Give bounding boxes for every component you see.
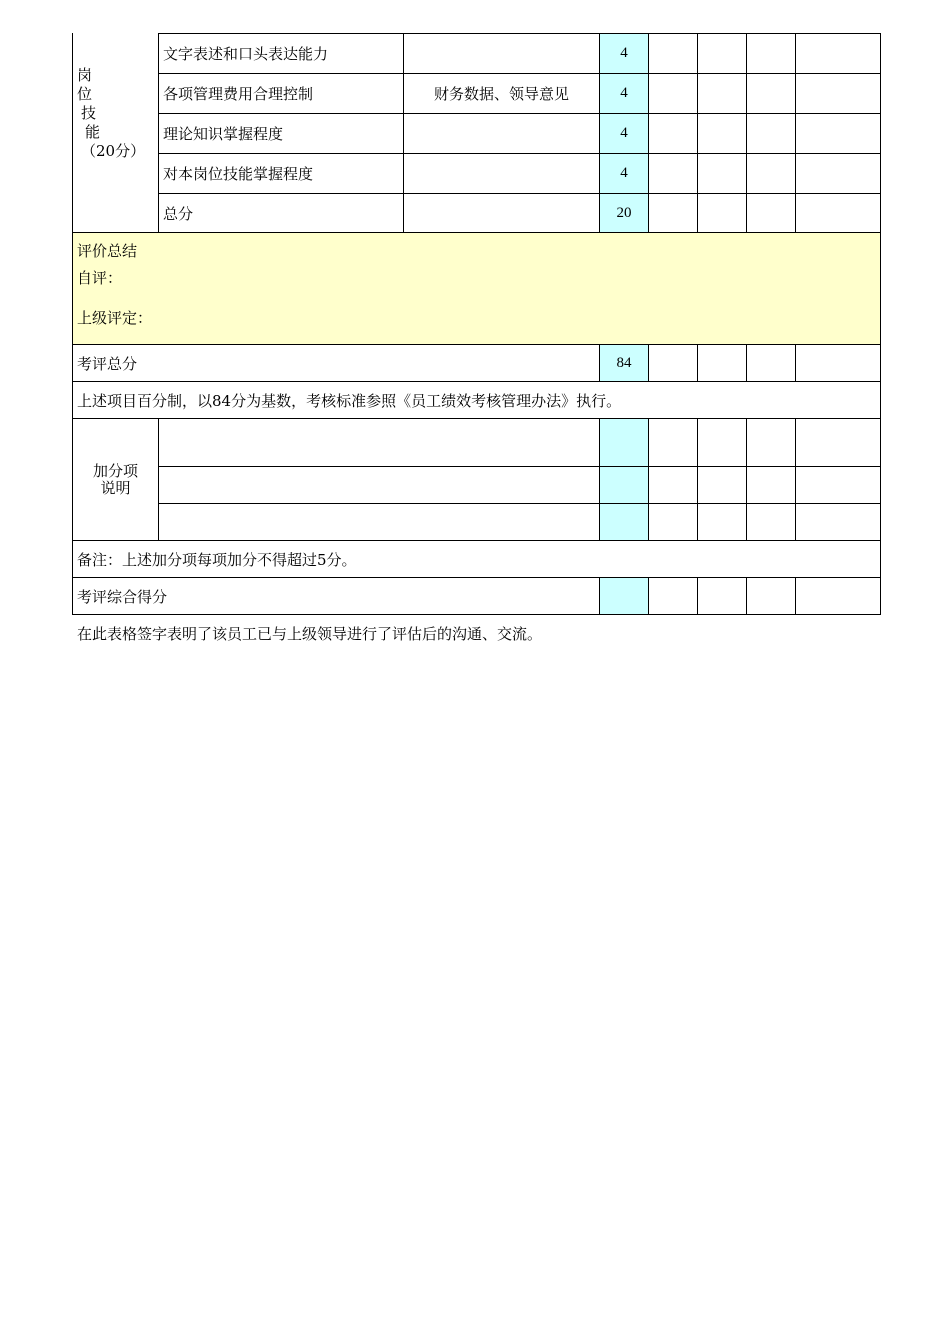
- skill-item-label: 理论知识掌握程度: [163, 125, 284, 143]
- bonus-item-score[interactable]: [600, 419, 648, 466]
- grid-line: [795, 33, 796, 233]
- skill-item-score[interactable]: 4: [620, 165, 628, 181]
- grid-line: [795, 418, 796, 540]
- final-score-label: 考评综合得分: [77, 587, 168, 606]
- bonus-item-score[interactable]: [600, 467, 648, 503]
- skills-section-label: [73, 66, 158, 161]
- grid-line: [746, 418, 747, 540]
- bonus-limit-note: 备注：上述加分项每项加分不得超过5分。: [77, 550, 357, 569]
- bonus-item-score[interactable]: [600, 504, 648, 540]
- grid-line: [746, 33, 747, 233]
- skill-item-score[interactable]: 4: [620, 85, 628, 101]
- skill-item-score[interactable]: 4: [620, 125, 628, 141]
- superior-evaluation-label[interactable]: 上级评定：: [77, 309, 153, 327]
- grid-line: [648, 33, 649, 233]
- grid-line: [648, 418, 649, 540]
- skills-label-char: 能: [85, 123, 101, 141]
- bonus-item-description[interactable]: [159, 504, 599, 540]
- grid-line: [795, 577, 796, 614]
- final-score-value[interactable]: [600, 578, 648, 614]
- grid-line: [795, 344, 796, 381]
- skills-total-label: 总分: [163, 204, 194, 223]
- total-score-value[interactable]: 84: [616, 354, 632, 371]
- bonus-item-description[interactable]: [159, 467, 599, 503]
- grid-line: [697, 418, 698, 540]
- skills-label-char: 位: [77, 85, 93, 103]
- summary-title: 评价总结: [77, 242, 138, 260]
- grid-line: [648, 344, 649, 381]
- evaluation-summary: [73, 233, 880, 344]
- grid-line: [648, 577, 649, 614]
- skill-item-score[interactable]: 4: [620, 45, 628, 61]
- skill-item-source: 财务数据、领导意见: [433, 85, 569, 103]
- signature-note: 在此表格签字表明了该员工已与上级领导进行了评估后的沟通、交流。: [77, 625, 543, 643]
- skills-label-score: （20分）: [81, 142, 146, 160]
- grid-line: [697, 577, 698, 614]
- bonus-section-label: [73, 419, 158, 540]
- skills-label-char: 技: [81, 104, 97, 122]
- skill-item-label: 对本岗位技能掌握程度: [163, 165, 314, 183]
- bonus-item-description[interactable]: [159, 419, 599, 466]
- skills-label-char: 岗: [77, 66, 93, 84]
- skill-item-source: [404, 34, 599, 73]
- scoring-rule-note: 上述项目百分制，以84分为基数，考核标准参照《员工绩效考核管理办法》执行。: [77, 391, 622, 410]
- grid-line: [72, 614, 881, 615]
- skills-total-score[interactable]: 20: [616, 204, 632, 221]
- bonus-label-line: 说明: [100, 478, 131, 497]
- grid-line: [746, 344, 747, 381]
- skill-item-source: [404, 154, 599, 193]
- skill-item-label: 各项管理费用合理控制: [163, 85, 314, 103]
- skill-item-source: [404, 114, 599, 153]
- bonus-label-line: 加分项: [92, 461, 138, 480]
- total-score-label: 考评总分: [77, 354, 138, 373]
- grid-line: [697, 344, 698, 381]
- self-evaluation-label[interactable]: 自评：: [77, 269, 123, 287]
- grid-line: [697, 33, 698, 233]
- skill-item-label: 文字表述和口头表达能力: [163, 45, 329, 63]
- skills-total-source: [404, 194, 599, 232]
- grid-line: [746, 577, 747, 614]
- grid-line: [880, 33, 881, 615]
